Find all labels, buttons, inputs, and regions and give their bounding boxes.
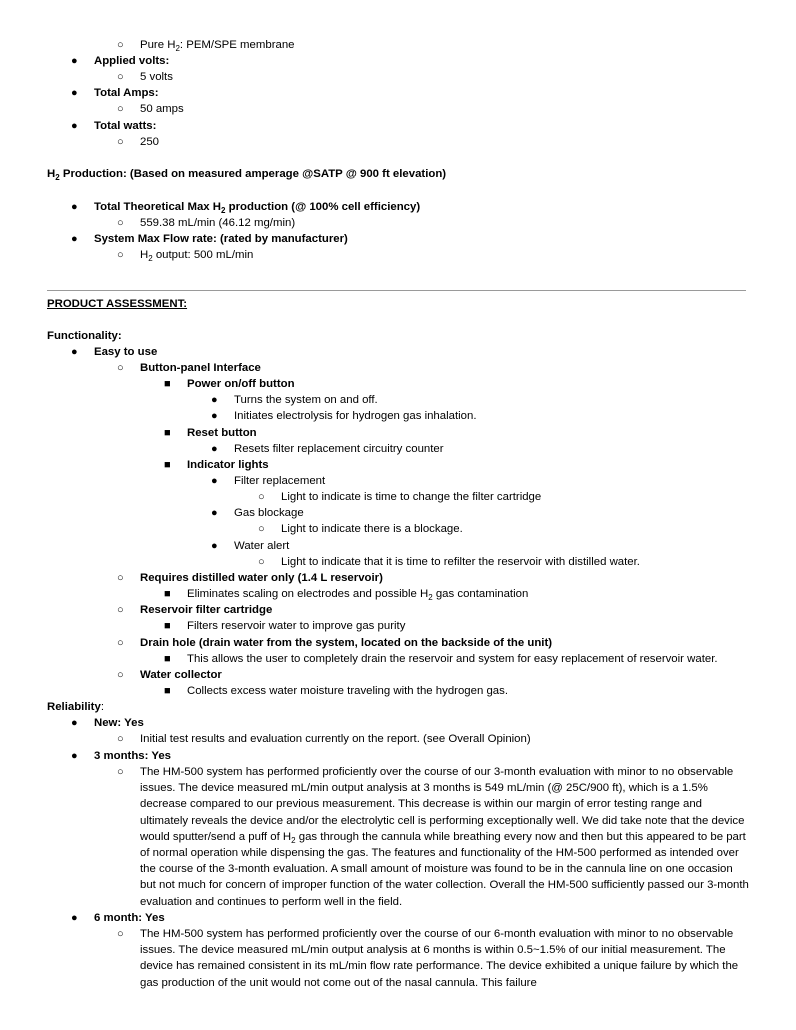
drain-hole-desc: This allows the user to completely drain the reservoir and system for easy replacement of reservoir water.: [187, 653, 718, 665]
reservoir-filter-item: Reservoir filter cartridge: [140, 604, 273, 616]
button-panel-interface: Button-panel Interface: [140, 362, 261, 374]
text: Eliminates scaling on electrodes and possible H: [187, 588, 429, 600]
reliability-heading: [47, 699, 104, 715]
flow-rate-value: [140, 247, 253, 263]
disc-bullet-icon: ●: [71, 233, 78, 245]
subscript: 2: [221, 206, 226, 215]
text: Pure H: [140, 39, 176, 51]
max-production-label: [94, 199, 420, 215]
volts-label: Applied volts:: [94, 55, 170, 67]
square-bullet-icon: ■: [164, 588, 171, 600]
circle-bullet-icon: ○: [117, 249, 124, 261]
distilled-water-desc: [187, 586, 528, 602]
drain-hole-item: Drain hole (drain water from the system, located on the backside of the unit): [140, 637, 553, 649]
reliability-new-text: Initial test results and evaluation currently on the report. (see Overall Opinion): [140, 733, 531, 745]
text: production (@ 100% cell efficiency): [225, 201, 421, 213]
circle-bullet-icon: ○: [258, 491, 265, 503]
disc-bullet-icon: ●: [211, 410, 218, 422]
flow-rate-label: System Max Flow rate: (rated by manufacturer): [94, 233, 348, 245]
power-button-item: Power on/off button: [187, 378, 295, 390]
square-bullet-icon: ■: [164, 378, 171, 390]
disc-bullet-icon: ●: [211, 443, 218, 455]
distilled-water-item: Requires distilled water only (1.4 L reservoir): [140, 572, 383, 584]
disc-bullet-icon: ●: [71, 912, 78, 924]
disc-bullet-icon: ●: [71, 55, 78, 67]
circle-bullet-icon: ○: [258, 523, 265, 535]
square-bullet-icon: ■: [164, 459, 171, 471]
gas-blockage-item: Gas blockage: [234, 507, 304, 519]
reliability-6m-paragraph: The HM-500 system has performed proficiently over the course of our 6-month evaluation with minor to no observable issues. The device measured mL/min output analysis at 6 months is within 0.5~1.5% of our initial measurement. The device has remained consistent in its mL/min flow rate performance. The device exhibited a unique failure by which the gas production of the unit would not come out of the nasal cannula. This failure: [140, 928, 739, 989]
subscript: 2: [175, 44, 180, 53]
text: H: [47, 168, 56, 180]
disc-bullet-icon: ●: [71, 120, 78, 132]
production-heading: [47, 166, 446, 182]
easy-to-use: Easy to use: [94, 346, 158, 358]
circle-bullet-icon: ○: [258, 556, 265, 568]
disc-bullet-icon: ●: [71, 201, 78, 213]
power-desc-1: Turns the system on and off.: [234, 394, 378, 406]
square-bullet-icon: ■: [164, 685, 171, 697]
text: Production: (Based on measured amperage @SATP @ 900 ft elevation): [59, 168, 447, 180]
square-bullet-icon: ■: [164, 620, 171, 632]
amps-value: 50 amps: [140, 103, 184, 115]
amps-label: Total Amps:: [94, 87, 159, 99]
subscript: 2: [55, 173, 60, 182]
text: gas contamination: [432, 588, 529, 600]
water-alert-item: Water alert: [234, 540, 290, 552]
max-production-value: 559.38 mL/min (46.12 mg/min): [140, 217, 296, 229]
watts-label: Total watts:: [94, 120, 157, 132]
reset-desc-1: Resets filter replacement circuitry counter: [234, 443, 444, 455]
text: output: 500 mL/min: [152, 249, 254, 261]
circle-bullet-icon: ○: [117, 572, 124, 584]
disc-bullet-icon: ●: [71, 87, 78, 99]
disc-bullet-icon: ●: [211, 475, 218, 487]
pure-h2-item: [140, 37, 295, 53]
circle-bullet-icon: ○: [117, 669, 124, 681]
circle-bullet-icon: ○: [117, 71, 124, 83]
circle-bullet-icon: ○: [117, 362, 124, 374]
disc-bullet-icon: ●: [211, 394, 218, 406]
reliability-6m-label: 6 month: Yes: [94, 912, 165, 924]
circle-bullet-icon: ○: [117, 103, 124, 115]
circle-bullet-icon: ○: [117, 217, 124, 229]
square-bullet-icon: ■: [164, 427, 171, 439]
text: Reliability: [47, 701, 101, 713]
text: H: [140, 249, 149, 261]
subscript: 2: [291, 835, 296, 845]
disc-bullet-icon: ●: [71, 750, 78, 762]
assessment-title: PRODUCT ASSESSMENT:: [47, 298, 188, 310]
disc-bullet-icon: ●: [211, 540, 218, 552]
reliability-new-label: New: Yes: [94, 717, 144, 729]
horizontal-divider: [47, 290, 746, 291]
power-desc-2: Initiates electrolysis for hydrogen gas inhalation.: [234, 410, 477, 422]
water-collector-item: Water collector: [140, 669, 222, 681]
reliability-3m-label: 3 months: Yes: [94, 750, 172, 762]
circle-bullet-icon: ○: [117, 733, 124, 745]
reliability-3m-paragraph: [140, 764, 750, 910]
circle-bullet-icon: ○: [117, 766, 124, 778]
circle-bullet-icon: ○: [117, 39, 124, 51]
watts-value: 250: [140, 136, 160, 148]
volts-value: 5 volts: [140, 71, 173, 83]
square-bullet-icon: ■: [164, 653, 171, 665]
reservoir-filter-desc: Filters reservoir water to improve gas purity: [187, 620, 406, 632]
filter-replacement-desc: Light to indicate is time to change the filter cartridge: [281, 491, 542, 503]
circle-bullet-icon: ○: [117, 637, 124, 649]
filter-replacement-item: Filter replacement: [234, 475, 326, 487]
circle-bullet-icon: ○: [117, 136, 124, 148]
indicator-lights-item: Indicator lights: [187, 459, 269, 471]
text: The HM-500 system has performed proficiently over the course of our 3-month evaluation with minor to no observable issues. The device measured mL/min output analysis at 3 months is 549 mL/min (@ 25C/900 ft), which is a 1.5% decrease compared to our previous measurement. This decrease is within our margin of error testing range and ultimately reveals the device and/or the electrolytic cell is performing exceptionally well. We did take note that the device would sputter/send a puff of H: [140, 766, 745, 843]
subscript: 2: [428, 593, 433, 602]
circle-bullet-icon: ○: [117, 928, 124, 940]
water-collector-desc: Collects excess water moisture traveling with the hydrogen gas.: [187, 685, 508, 697]
disc-bullet-icon: ●: [211, 507, 218, 519]
gas-blockage-desc: Light to indicate there is a blockage.: [281, 523, 463, 535]
circle-bullet-icon: ○: [117, 604, 124, 616]
disc-bullet-icon: ●: [71, 346, 78, 358]
text: : PEM/SPE membrane: [179, 39, 295, 51]
text: Total Theoretical Max H: [94, 201, 222, 213]
disc-bullet-icon: ●: [71, 717, 78, 729]
functionality-heading: Functionality:: [47, 330, 122, 342]
subscript: 2: [148, 254, 153, 263]
text: :: [100, 701, 104, 713]
water-alert-desc: Light to indicate that it is time to refilter the reservoir with distilled water.: [281, 556, 640, 568]
text: gas through the cannula while breathing every now and then but this appeared to be part of normal operation while dispensing the gas. The features and functionality of the HM-500 performed as intended over the course of the 3-month evaluation. A small amount of moisture was found to be in the cannula line on one occasion but not much for concern of improper function of the water collection. Overall the HM-500 sufficiently passed our 3-month evaluation and continues to perform well in the field.: [140, 830, 749, 908]
reset-button-item: Reset button: [187, 427, 257, 439]
